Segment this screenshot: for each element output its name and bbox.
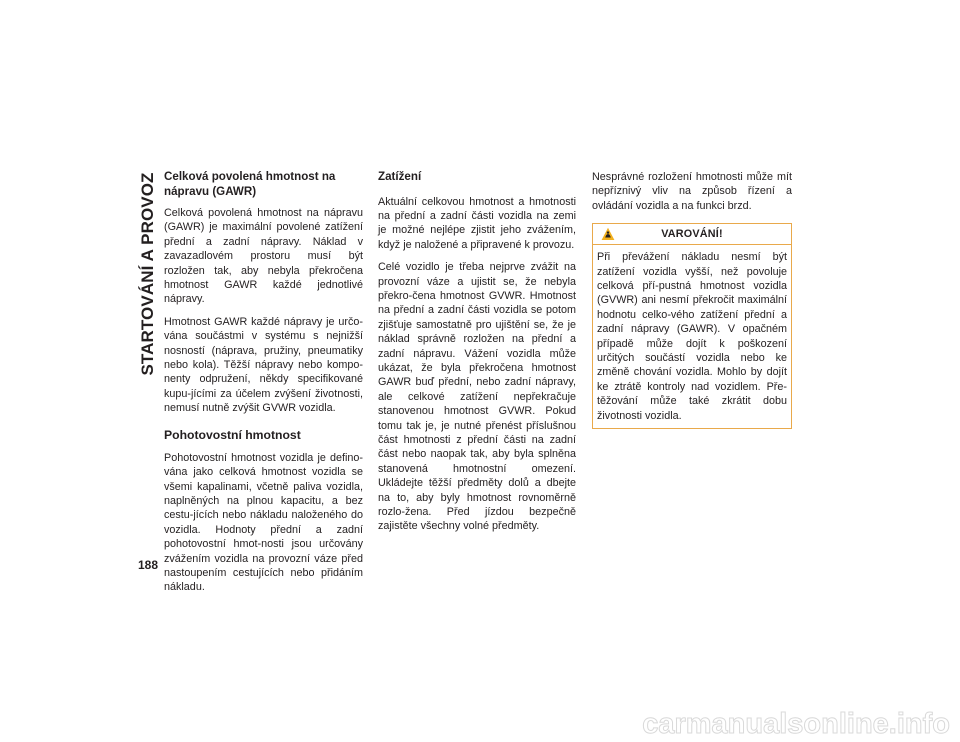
warning-box [592,223,792,429]
warning-title: VAROVÁNÍ! [661,228,723,241]
warning-body: Při převážení nákladu nesmí být zatížení vozidla vyšší, než povoluje celková pří-pustná hmotnost vozidla (GVWR) ani nesmí překročit maximální hodnotu celko-vého zatížení přední a zadní nápravy (GAWR). V opačném případě může dojít k poškození určitých součástí vozidla nebo ke změně chování vozidla. Mohlo by dojít ke ztrátě kontroly nad vozidlem. Pře-těžování může také zkrátit dobu životnosti vozidla. [597,251,787,422]
paragraph-gawr-definition: Celková povolená hmotnost na nápravu (GAWR) je maximální povolené zatížení přední a zadní nápravy. Náklad v zavazadlovém prostoru musí být rozložen tak, aby nebyla překročena hmotnost GAWR každé jednotlivé nápravy. [164,207,363,306]
watermark [594,708,954,738]
column-left [164,170,363,603]
heading-curb-weight: Pohotovostní hmotnost [164,427,301,442]
column-middle [378,170,576,542]
watermark-text: carmanualsonline.info [642,708,950,738]
heading-gawr: Celková povolená hmotnost na nápravu (GAWR) [164,170,336,198]
warning-icon [601,227,615,241]
page-number: 188 [138,558,159,572]
section-title [136,168,160,380]
heading-loading: Zatížení [378,170,422,183]
paragraph-curb-weight: Pohotovostní hmotnost vozidla je defino-vána jako celková hmotnost vozidla se všemi kapalinami, včetně paliva vozidla, naplněných na plnou kapacitu, a bez cestu-jících nebo nákladu naloženého do vozidla. Hodnoty přední a zadní pohotovostní hmot-nosti jsou určovány zvážením vozidla na provozní váze před nastoupením cestujících nebo přidáním nákladu. [164,451,363,594]
section-title-text: STARTOVÁNÍ A PROVOZ [138,172,157,376]
paragraph-loading-weighing: Aktuální celkovou hmotnost a hmotnosti na přední a zadní části vozidla na zemi je možné nejlépe zjistit jeho zvážením, když je naložené a připravené k provozu. [378,195,576,251]
paragraph-loading-distribution: Celé vozidlo je třeba nejprve zvážit na provozní váze a ujistit se, že nebyla překro-čena hmotnost GVWR. Hmotnost na přední a zadní části vozidla se potom zjišťuje samostatně pro ujištění se, že je náklad správně rozložen na přední a zadní nápravu. Vážení vozidla může ukázat, že byla překročena hmotnost GAWR buď přední, nebo zadní nápravy, ale celkové zatížení nepřekračuje stanovenou hmotnost GVWR. Pokud tomu tak je, je nutné přenést příslušnou část hmotnosti z přední části na zadní část nebo naopak tak, aby byla splněna stanovená hmotnostní omezení. Ukládejte těžší předměty dolů a dbejte na to, aby byly hmotnost rovnoměrně rozlo-žena. Před jízdou bezpečně zajistěte všechny volné předměty. [378,261,576,533]
warning-header [593,224,791,245]
column-right [592,170,792,429]
paragraph-gawr-components: Hmotnost GAWR každé nápravy je určo-vána součástmi v systému s nejnižší nosností (náprava, pružiny, pneumatiky nebo kola). Těžší nápravy nebo kompo-nenty odpružení, někdy specifikované kupu-jícími za účelem zvýšení životnosti, nemusí nutně zvýšit GVWR vozidla. [164,315,363,415]
paragraph-weight-distribution: Nesprávné rozložení hmotnosti může mít nepříznivý vliv na způsob řízení a ovládání vozidla a na funkci brzd. [592,171,792,212]
